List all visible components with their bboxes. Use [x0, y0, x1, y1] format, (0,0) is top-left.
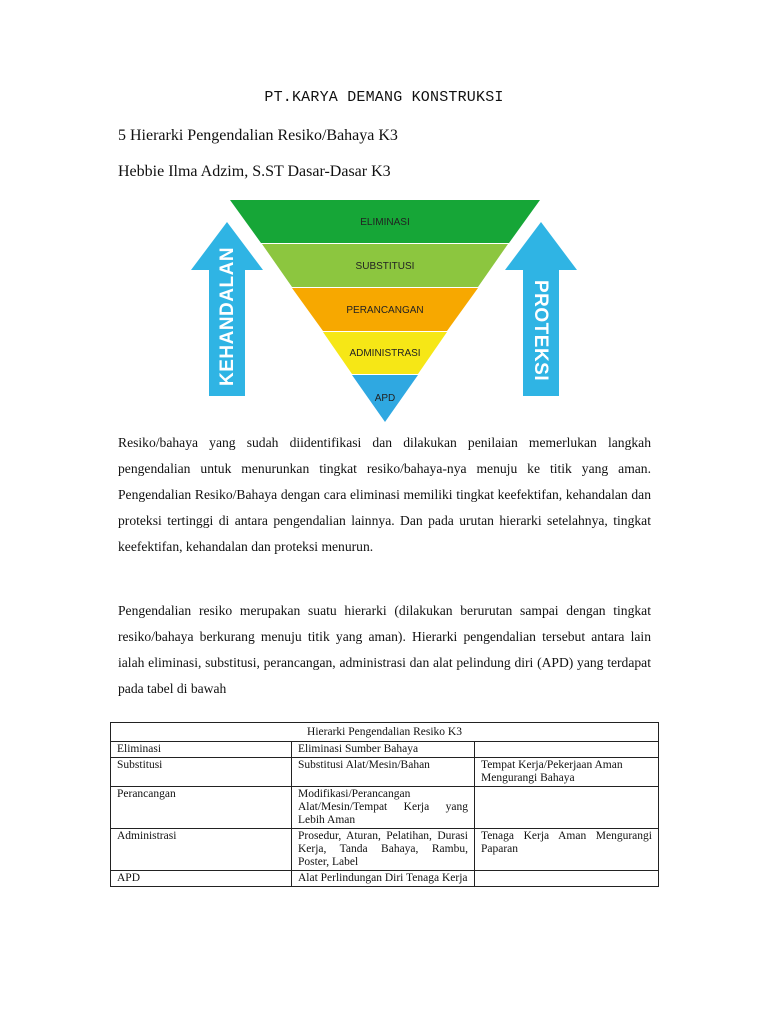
table-cell: Eliminasi Sumber Bahaya	[291, 742, 474, 758]
table-cell: Administrasi	[111, 829, 292, 871]
paragraph-1: Resiko/bahaya yang sudah diidentifikasi dan dilakukan penilaian memerlukan langkah pengendalian untuk menurunkan tingkat resiko/bahaya-nya menuju ke titik yang aman. Pengendalian Resiko/Bahaya dengan cara eliminasi memiliki tingkat keefektifan, kehandalan dan proteksi tertinggi di antara pengendalian lainnya. Dan pada urutan hierarki setelahnya, tingkat keefektifan, kehandalan dan proteksi menurun.	[118, 435, 651, 554]
kehandalan-label: KEHANDALAN	[217, 246, 238, 386]
table-row	[111, 787, 659, 829]
level-perancangan-label: PERANCANGAN	[346, 305, 424, 316]
table-row	[111, 829, 659, 871]
paragraph-2: Pengendalian resiko merupakan suatu hierarki (dilakukan berurutan sampai dengan tingkat resiko/bahaya berkurang menuju titik yang aman). Hierarki pengendalian tersebut antara lain ialah eliminasi, substitusi, perancangan, administrasi dan alat pelindung diri (APD) yang terdapat pada tabel di bawah	[118, 603, 651, 696]
table-row	[111, 871, 659, 887]
table-cell: Tenaga Kerja Aman Mengurangi Paparan	[474, 829, 658, 871]
table-cell: Tempat Kerja/Pekerjaan Aman Mengurangi Bahaya	[474, 758, 658, 787]
level-apd-label: APD	[374, 393, 396, 404]
proteksi-arrow	[505, 222, 577, 396]
table-caption: Hierarki Pengendalian Resiko K3	[111, 723, 659, 742]
table-cell: Perancangan	[111, 787, 292, 829]
level-substitusi-label: SUBSTITUSI	[355, 261, 415, 272]
table-cell: Modifikasi/Perancangan Alat/Mesin/Tempat Kerja yang Lebih Aman	[291, 787, 474, 829]
table-row	[111, 742, 659, 758]
table-cell: APD	[111, 871, 292, 887]
document-heading: 5 Hierarki Pengendalian Resiko/Bahaya K3	[118, 127, 398, 144]
table-cell: Eliminasi	[111, 742, 292, 758]
table-cell: Alat Perlindungan Diri Tenaga Kerja	[291, 871, 474, 887]
proteksi-label: PROTEKSI	[530, 280, 551, 382]
level-eliminasi-label: ELIMINASI	[360, 217, 410, 228]
table-cell: Substitusi	[111, 758, 292, 787]
table-caption-row	[111, 723, 659, 742]
table-cell: Prosedur, Aturan, Pelatihan, Durasi Kerja, Tanda Bahaya, Rambu, Poster, Label	[291, 829, 474, 871]
level-administrasi-label: ADMINISTRASI	[349, 348, 421, 359]
hierarchy-diagram	[190, 196, 580, 422]
hierarchy-table	[110, 722, 659, 887]
table-cell	[474, 787, 658, 829]
kehandalan-arrow	[191, 222, 263, 396]
table-row	[111, 758, 659, 787]
table-cell	[474, 742, 658, 758]
table-cell	[474, 871, 658, 887]
company-title: PT.KARYA DEMANG KONSTRUKSI	[264, 89, 504, 106]
author-line: Hebbie Ilma Adzim, S.ST Dasar-Dasar K3	[118, 163, 391, 180]
hierarchy-triangle	[230, 200, 540, 422]
table-cell: Substitusi Alat/Mesin/Bahan	[291, 758, 474, 787]
